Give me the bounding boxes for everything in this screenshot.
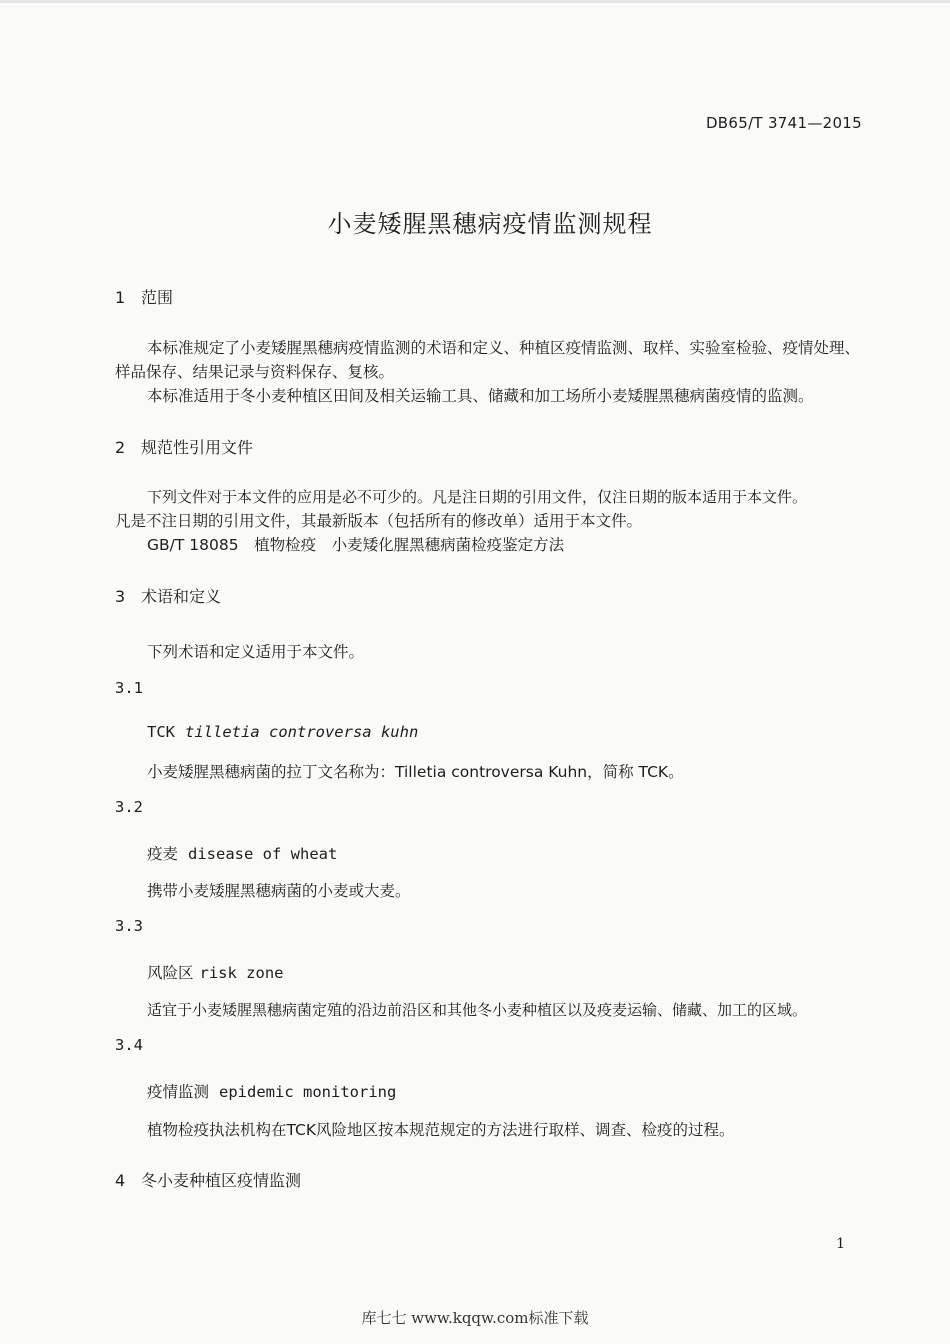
term-definition: 小麦矮腥黑穗病菌的拉丁文名称为：Tilletia controversa Kuhn，简称 TCK。 — [147, 763, 684, 781]
footer-watermark: 库七七 www.kqqw.com标准下载 — [361, 1309, 589, 1327]
term-number: 3.3 — [115, 917, 143, 935]
standard-code: DB65/T 3741—2015 — [705, 114, 862, 132]
term-entry — [147, 842, 337, 864]
section-3-heading — [115, 584, 221, 607]
term-number: 3.2 — [115, 798, 143, 816]
term-en: disease of wheat — [188, 845, 338, 863]
section-1-heading — [115, 285, 173, 308]
section-title: 范围 — [141, 288, 174, 307]
section-title: 冬小麦种植区疫情监测 — [141, 1171, 302, 1190]
term-definition: 适宜于小麦矮腥黑穗病菌定殖的沿边前沿区和其他冬小麦种植区以及疫麦运输、储藏、加工的区域。 — [147, 1001, 808, 1019]
page-number: 1 — [836, 1236, 845, 1252]
scope-paragraph-2: 本标准适用于冬小麦种植区田间及相关运输工具、储藏和加工场所小麦矮腥黑穗病菌疫情的监测。 — [147, 387, 814, 405]
section-number: 4 — [115, 1171, 126, 1190]
term-definition: 植物检疫执法机构在TCK风险地区按本规范规定的方法进行取样、调查、检疫的过程。 — [147, 1121, 735, 1139]
term-en: tilletia controversa kuhn — [185, 723, 419, 741]
scan-edge — [0, 0, 950, 3]
term-zh: TCK — [147, 723, 175, 741]
section-number: 1 — [115, 288, 126, 307]
normative-reference: GB/T 18085 植物检疫 小麦矮化腥黑穗病菌检疫鉴定方法 — [147, 536, 565, 554]
term-en: epidemic monitoring — [219, 1083, 397, 1101]
term-zh: 疫麦 — [147, 845, 179, 863]
section-title: 规范性引用文件 — [141, 438, 254, 457]
term-number: 3.4 — [115, 1036, 143, 1054]
scope-paragraph-1: 本标准规定了小麦矮腥黑穗病疫情监测的术语和定义、种植区疫情监测、取样、实验室检验、疫情处理、样品保存、结果记录与资料保存、复核。 — [115, 339, 861, 381]
term-entry — [147, 961, 284, 983]
section-2-heading — [115, 435, 253, 458]
term-definition: 携带小麦矮腥黑穗病菌的小麦或大麦。 — [147, 882, 411, 900]
term-zh: 疫情监测 — [147, 1083, 210, 1101]
section-number: 3 — [115, 587, 126, 606]
term-number: 3.1 — [115, 679, 143, 697]
section-title: 术语和定义 — [141, 587, 222, 606]
term-en: risk zone — [199, 964, 284, 982]
section-4-heading — [115, 1168, 301, 1191]
section-number: 2 — [115, 438, 126, 457]
term-zh: 风险区 — [147, 964, 194, 982]
normative-paragraph-line-2: 凡是不注日期的引用文件，其最新版本（包括所有的修改单）适用于本文件。 — [115, 512, 643, 530]
terms-intro: 下列术语和定义适用于本文件。 — [147, 643, 365, 661]
page-title: 小麦矮腥黑穗病疫情监测规程 — [327, 210, 653, 238]
term-entry — [147, 723, 418, 741]
normative-paragraph-line-1: 下列文件对于本文件的应用是必不可少的。凡是注日期的引用文件，仅注日期的版本适用于本文件。 — [147, 488, 808, 506]
term-entry — [147, 1080, 396, 1102]
